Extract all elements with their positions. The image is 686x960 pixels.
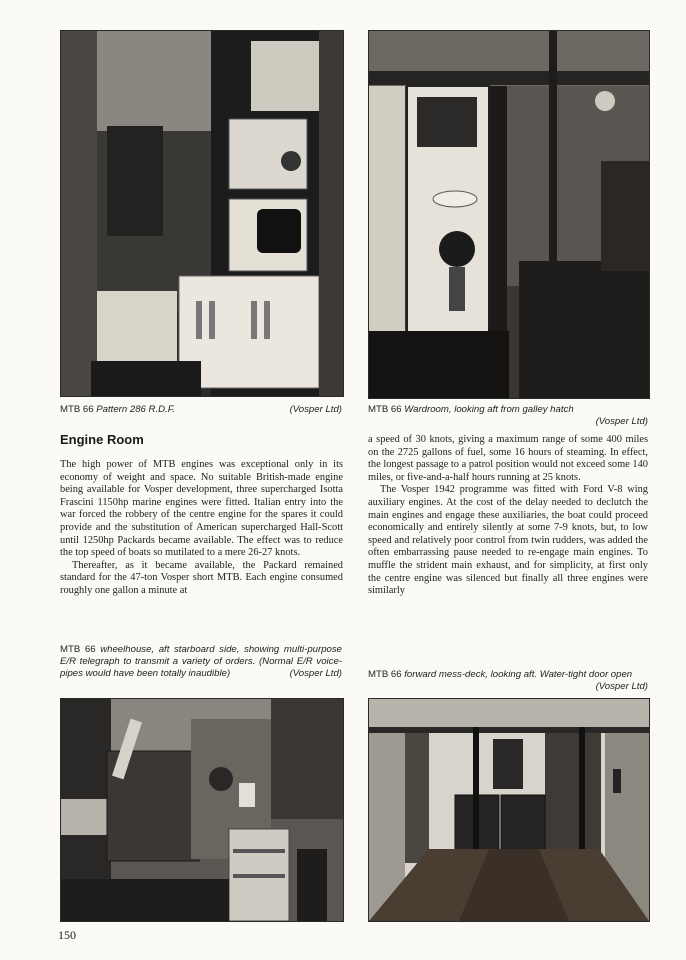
paragraph: Thereafter, as it became available, the Packard remained standard for the 47-ton Vosper short MTB. Each engine consumed roughly one gallon a minute at <box>60 559 343 596</box>
photo-credit: (Vosper Ltd) <box>289 667 342 679</box>
photo-caption-1 <box>60 404 342 416</box>
photo-caption-3 <box>60 644 342 679</box>
right-text-column <box>368 434 648 598</box>
caption-lead: MTB 66 <box>60 644 96 655</box>
photo-wardroom <box>368 30 650 399</box>
caption-lead: MTB 66 <box>368 404 402 415</box>
paragraph: The Vosper 1942 programme was fitted with Ford V-8 wing auxiliary engines. At the cost of the delay needed to declutch the main engines and engage these auxiliaries, the boat could proceed economically and entirely silently at some 7-9 knots, but, to low speed and relatively poor control from twin rudders, was added the often embarrassing pause needed to re-engage main engines. To muffle the strident main exhaust, and for simplicity, at first only the centre engine was silenced but finally all three engines were similarly <box>368 484 648 597</box>
paragraph: a speed of 30 knots, giving a maximum range of some 400 miles on the 2725 gallons of fuel, some 16 hours of steaming. In effect, the longest passage to a patrol position would not exceed some 140 miles, or five-and-a-half hours running at 25 knots. <box>368 434 648 483</box>
photo-caption-2 <box>368 404 648 428</box>
photo-credit: (Vosper Ltd) <box>595 680 648 692</box>
photo-mess-deck <box>368 698 650 922</box>
photo-wheelhouse <box>60 698 344 922</box>
page-number: 150 <box>58 928 76 942</box>
caption-text: wheelhouse, aft starboard side, showing multi-purpose E/R telegraph to transmit a variety of orders. (Normal E/R voice-pipes would have been totally inaudible) <box>60 644 343 679</box>
caption-lead: MTB 66 <box>368 669 402 680</box>
section-heading: Engine Room <box>60 432 144 447</box>
photo-credit: (Vosper Ltd) <box>595 415 648 427</box>
caption-text: Wardroom, looking aft from galley hatch <box>404 404 574 415</box>
photo-caption-4 <box>368 669 648 693</box>
caption-text: forward mess-deck, looking aft. Water-tight door open <box>404 669 633 680</box>
paragraph: The high power of MTB engines was exceptional only in its economy of weight and space. No suitable British-made engine being available for Vosper development, three supercharged Isotta Frascini 1150hp marine engines were fitted. Italian entry into the war forced the robbery of the centre engine for the spares it could provide and the substitution of American supercharged Hall-Scott until 1250hp Packards became available. The effect was to reduce the top speed of boats so mutilated to a mere 26-27 knots. <box>60 459 343 559</box>
photo-rdf-equipment <box>60 30 344 397</box>
caption-lead: MTB 66 <box>60 404 94 415</box>
left-text-column <box>60 459 343 598</box>
caption-text: Pattern 286 R.D.F. <box>96 404 176 415</box>
photo-credit: (Vosper Ltd) <box>289 404 342 415</box>
